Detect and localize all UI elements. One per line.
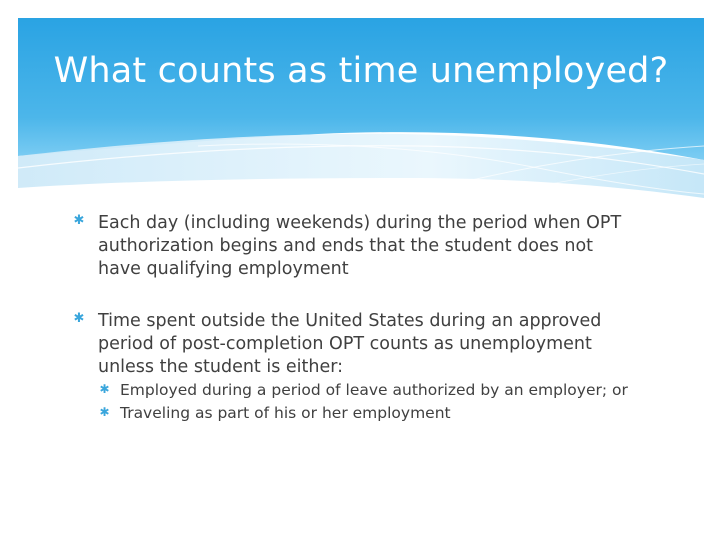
bullet-text: Each day (including weekends) during the period when OPT authorization begins and ends that the student does not have qualifying employment — [98, 213, 622, 279]
title-banner-graphic — [18, 18, 704, 198]
bullet-text: Time spent outside the United States during an approved period of post-completion OPT counts as unemployment unless the student is either: — [98, 311, 602, 377]
asterisk-bullet-icon: ✱ — [73, 311, 85, 327]
bullet-item — [72, 310, 632, 423]
title-banner — [18, 18, 704, 198]
asterisk-bullet-icon: ✱ — [99, 381, 110, 396]
sub-bullet-text: Employed during a period of leave authorized by an employer; or — [120, 380, 628, 399]
bullet-list — [72, 212, 632, 453]
asterisk-bullet-icon: ✱ — [73, 213, 85, 228]
sub-bullet-list — [98, 381, 632, 424]
asterisk-bullet-icon: ✱ — [99, 404, 110, 419]
slide-title: What counts as time unemployed? — [53, 51, 669, 91]
sub-bullet-item — [98, 404, 632, 423]
bullet-item — [72, 212, 632, 280]
sub-bullet-text: Traveling as part of his or her employment — [120, 403, 451, 422]
sub-bullet-item — [98, 381, 632, 400]
